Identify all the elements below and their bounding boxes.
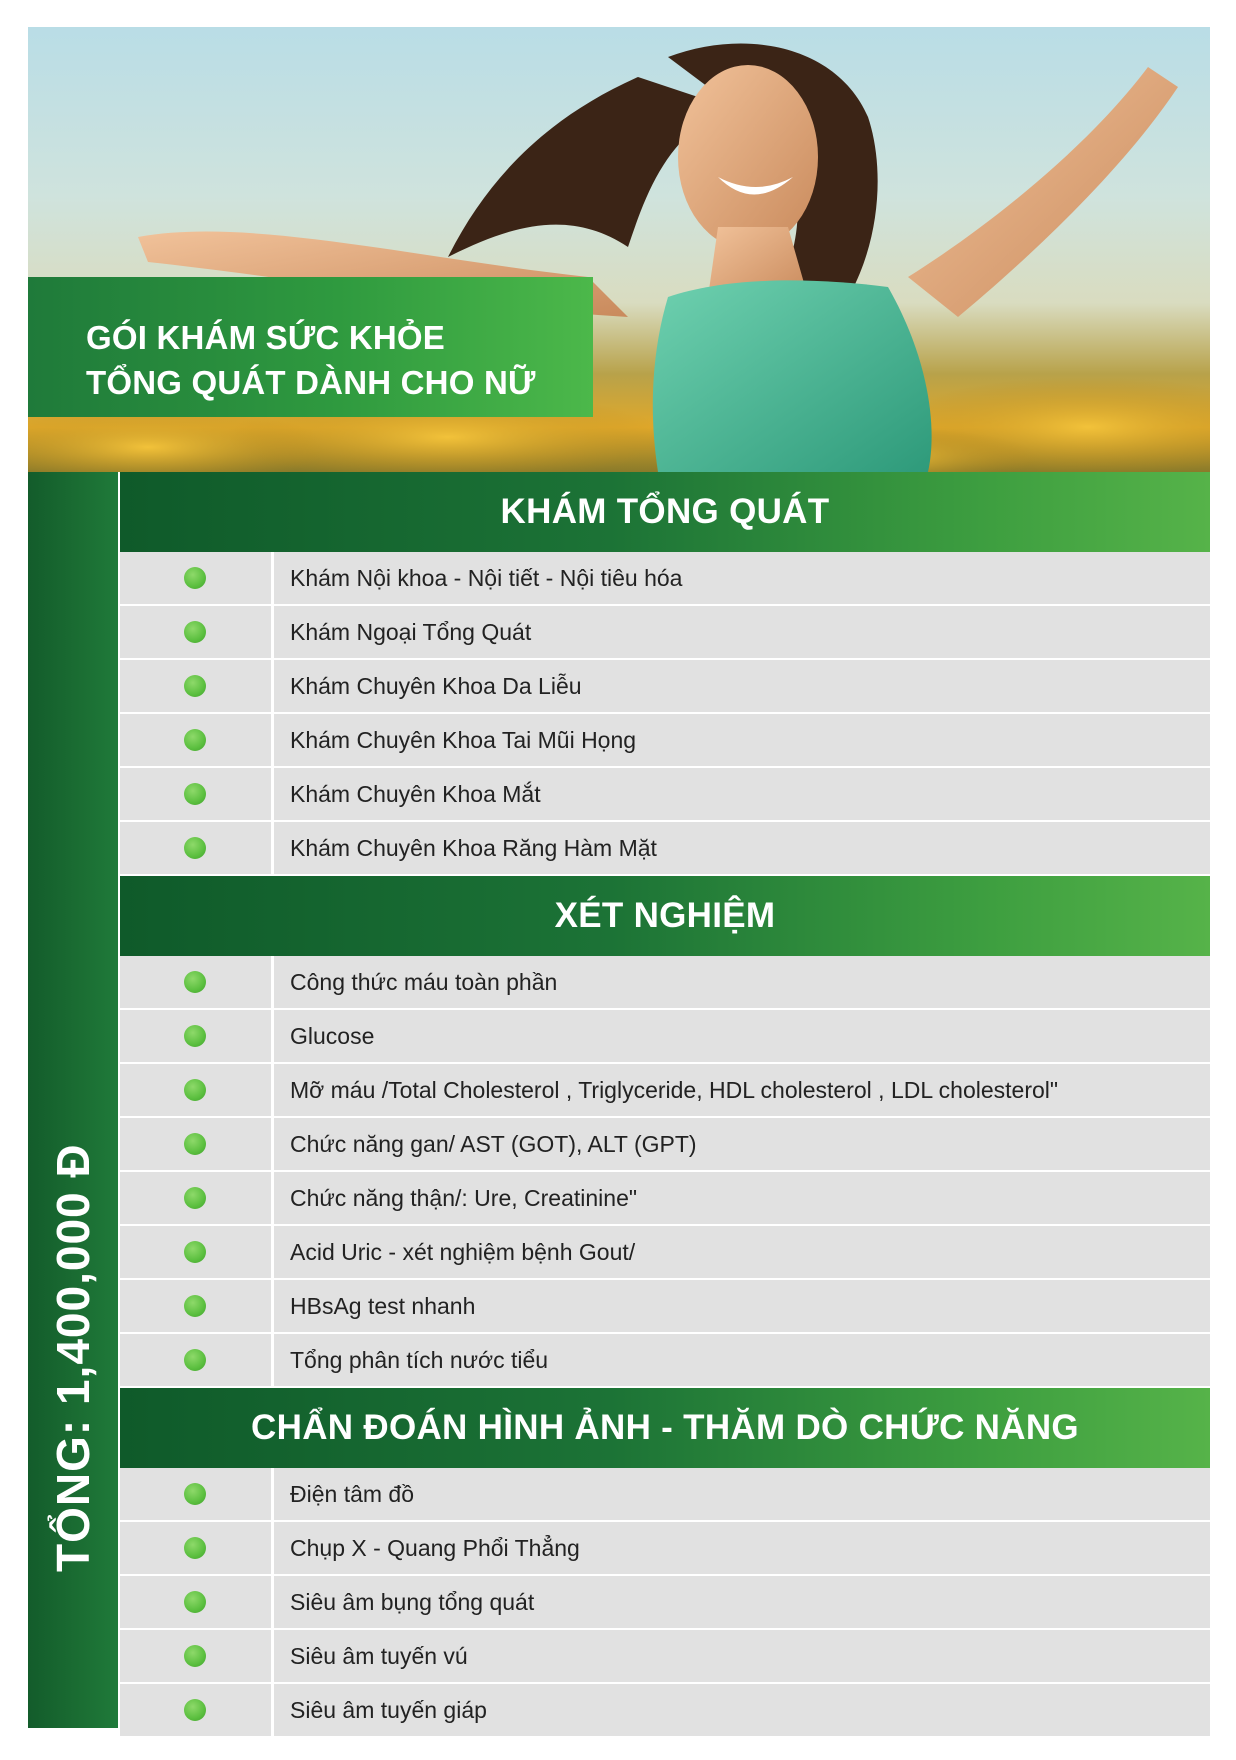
green-dot-icon <box>184 1187 206 1209</box>
list-item <box>120 1172 1210 1224</box>
green-dot-icon <box>184 1349 206 1371</box>
item-label: Mỡ máu /Total Cholesterol , Triglyceride, HDL cholesterol , LDL cholesterol" <box>290 1077 1059 1103</box>
list-item <box>120 552 1210 604</box>
green-dot-icon <box>184 1699 206 1721</box>
item-label: HBsAg test nhanh <box>290 1293 476 1319</box>
green-dot-icon <box>184 1645 206 1667</box>
green-dot-icon <box>184 1079 206 1101</box>
list-item <box>120 822 1210 874</box>
list-item <box>120 660 1210 712</box>
package-content <box>120 472 1210 1738</box>
item-label: Công thức máu toàn phần <box>290 969 558 995</box>
list-item <box>120 714 1210 766</box>
green-dot-icon <box>184 783 206 805</box>
banner-title-line1: GÓI KHÁM SỨC KHỎE <box>86 319 445 356</box>
list-item <box>120 1468 1210 1520</box>
item-label: Glucose <box>290 1023 375 1049</box>
list-item <box>120 1576 1210 1628</box>
green-dot-icon <box>184 1591 206 1613</box>
list-item <box>120 956 1210 1008</box>
item-label: Chức năng thận/: Ure, Creatinine" <box>290 1185 638 1211</box>
green-dot-icon <box>184 729 206 751</box>
green-dot-icon <box>184 1133 206 1155</box>
green-dot-icon <box>184 675 206 697</box>
section-header-imaging: CHẨN ĐOÁN HÌNH ẢNH - THĂM DÒ CHỨC NĂNG <box>120 1388 1210 1468</box>
list-item <box>120 1118 1210 1170</box>
banner-title-line2: TỔNG QUÁT DÀNH CHO NỮ <box>86 364 536 401</box>
item-label: Siêu âm bụng tổng quát <box>290 1589 535 1615</box>
item-label: Khám Nội khoa - Nội tiết - Nội tiêu hóa <box>290 565 683 591</box>
item-label: Khám Chuyên Khoa Răng Hàm Mặt <box>290 835 657 861</box>
total-price: TỔNG: 1,400,000 Đ <box>47 1143 99 1572</box>
hero-banner <box>28 27 1210 472</box>
list-item <box>120 606 1210 658</box>
green-dot-icon <box>184 621 206 643</box>
green-dot-icon <box>184 1295 206 1317</box>
item-label: Khám Chuyên Khoa Tai Mũi Họng <box>290 727 637 753</box>
item-label: Khám Chuyên Khoa Da Liễu <box>290 673 582 699</box>
item-label: Khám Chuyên Khoa Mắt <box>290 781 541 807</box>
item-label: Khám Ngoại Tổng Quát <box>290 619 532 645</box>
list-item <box>120 1010 1210 1062</box>
banner-title <box>86 315 536 405</box>
total-price-bar <box>28 472 118 1728</box>
item-label: Chức năng gan/ AST (GOT), ALT (GPT) <box>290 1131 697 1157</box>
item-label: Acid Uric - xét nghiệm bệnh Gout/ <box>290 1239 636 1265</box>
list-item <box>120 1630 1210 1682</box>
list-item <box>120 1522 1210 1574</box>
list-item <box>120 1684 1210 1736</box>
green-dot-icon <box>184 1025 206 1047</box>
item-label: Chụp X - Quang Phổi Thẳng <box>290 1535 580 1561</box>
item-label: Tổng phân tích nước tiểu <box>290 1347 549 1373</box>
list-item <box>120 768 1210 820</box>
green-dot-icon <box>184 971 206 993</box>
list-item <box>120 1280 1210 1332</box>
green-dot-icon <box>184 1537 206 1559</box>
green-dot-icon <box>184 837 206 859</box>
green-dot-icon <box>184 1241 206 1263</box>
list-item <box>120 1334 1210 1386</box>
section-header-lab-tests: XÉT NGHIỆM <box>120 876 1210 956</box>
green-dot-icon <box>184 567 206 589</box>
green-dot-icon <box>184 1483 206 1505</box>
item-label: Siêu âm tuyến vú <box>290 1643 468 1669</box>
list-item <box>120 1226 1210 1278</box>
banner-title-box <box>28 277 593 417</box>
item-label: Điện tâm đồ <box>290 1481 415 1507</box>
list-item <box>120 1064 1210 1116</box>
section-header-general-exam: KHÁM TỔNG QUÁT <box>120 472 1210 552</box>
item-label: Siêu âm tuyến giáp <box>290 1697 487 1723</box>
